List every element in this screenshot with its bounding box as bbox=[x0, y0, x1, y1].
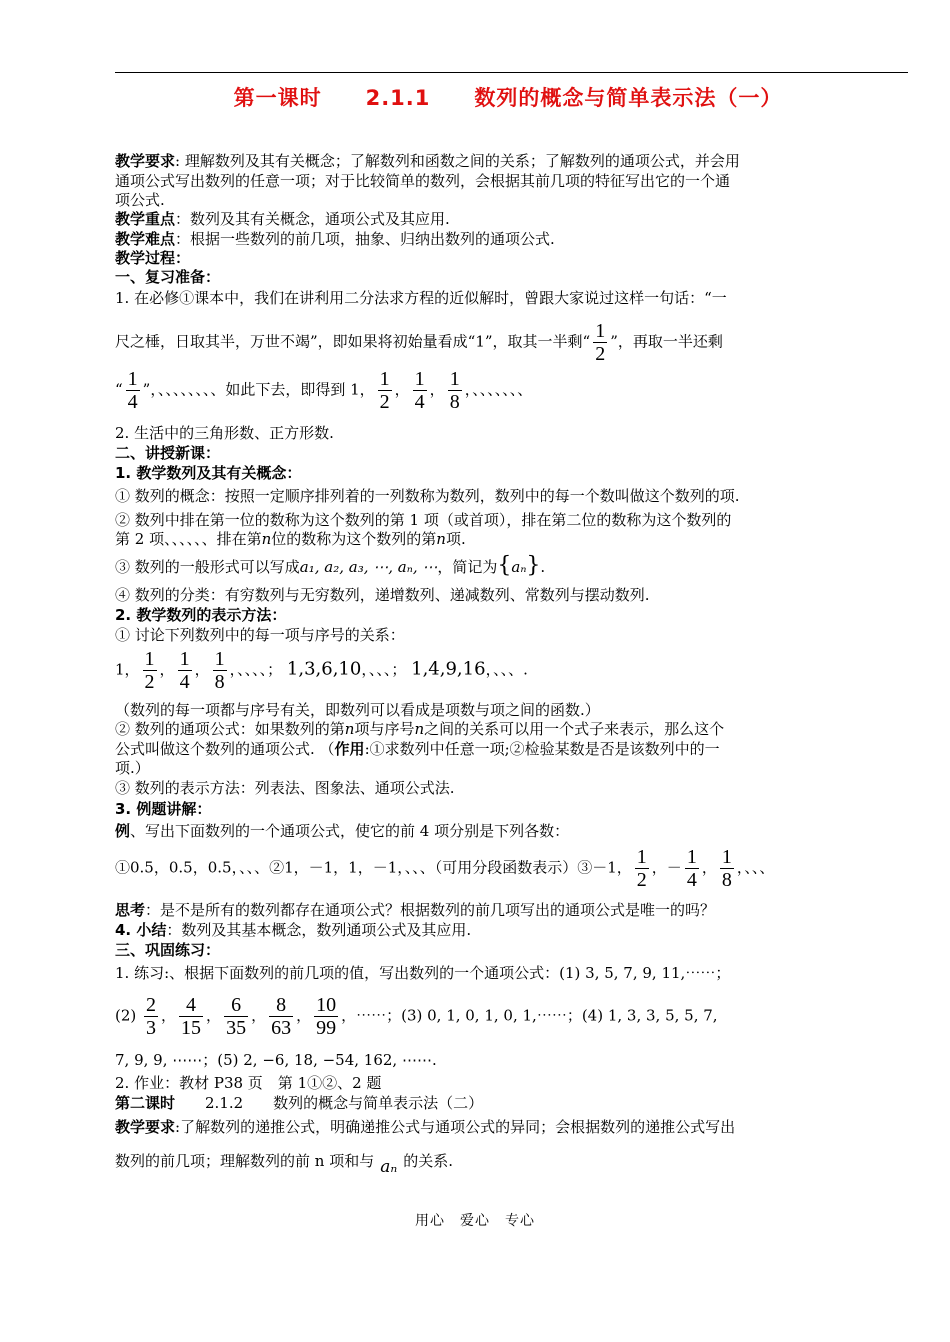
representation-note: （数列的每一项都与序号有关，即数列可以看成是项数与项之间的函数.） bbox=[115, 701, 600, 719]
fraction-one-quarter: $\frac{1}{4}$ bbox=[179, 648, 190, 693]
second-requirements-line-2: 数列的前几项；理解数列的前 n 项和与 aₙ 的关系. bbox=[115, 1152, 454, 1177]
practice-1-line-3: 7, 9, 9, ⋯⋯；(5) 2, −6, 18, −54, 162, ⋯⋯. bbox=[115, 1051, 437, 1069]
review-item-1-line-2: 尺之棰，日取其半，万世不竭”，即如果将初始量看成“1”，取其一半剩“ $\frac{1}{2}$ ”，再取一半还剩 bbox=[115, 320, 723, 365]
representation-2-line-3: 项.） bbox=[115, 759, 150, 777]
review-item-1-line-3: “ $\frac{1}{4}$ ”，、、、、、、、、如此下去，即得到 1， $\frac{1}{2}$ ， $\frac{1}{4}$ ， $\frac{1}{8}$ ，、、、、、、、 bbox=[115, 368, 533, 413]
representation-1: ① 讨论下列数列中的每一项与序号的关系： bbox=[115, 626, 405, 644]
concept-2-line-2: 第 2 项、、、、、、排在第n位的数称为这个数列的第n项. bbox=[115, 530, 466, 548]
representation-1-sequences: 1， $\frac{1}{2}$ ， $\frac{1}{4}$ ， $\frac{1}{8}$ ，、、、、； 1,3,6,10，、、、； 1,4,9,16，、、、. bbox=[115, 648, 528, 693]
practice-1-line-1: 1. 练习:、根据下面数列的前几项的值，写出数列的一个通项公式：(1) 3, 5, 7, 9, 11,⋯⋯； bbox=[115, 964, 731, 982]
practice-1-line-2: (2) $\frac{2}{3}$ ， $\frac{4}{15}$ ， $\frac{6}{35}$ ， $\frac{8}{63}$ ， $\frac{10}{99}$ ，⋯⋯；(3) 0, 1, 0, 1, 0, 1,⋯⋯；(4) 1, 3, 3, 5, 5, 7, bbox=[115, 994, 718, 1039]
fraction-one-eighth: $\frac{1}{8}$ bbox=[721, 846, 732, 891]
teaching-requirements-label: 教学要求 bbox=[115, 152, 176, 170]
teaching-requirements-line-3: 项公式. bbox=[115, 191, 165, 209]
fraction-one-half: $\frac{1}{2}$ bbox=[595, 320, 606, 365]
fraction-8-63: $\frac{8}{63}$ bbox=[271, 994, 292, 1039]
fraction-one-quarter: $\frac{1}{4}$ bbox=[414, 368, 425, 413]
review-item-1-line-1: 1. 在必修①课本中，我们在讲利用二分法求方程的近似解时，曾跟大家说过这样一句话：“一 bbox=[115, 289, 727, 307]
fraction-one-half: $\frac{1}{2}$ bbox=[379, 368, 390, 413]
teaching-focus: 教学重点：数列及其有关概念，通项公式及其应用. bbox=[115, 210, 450, 228]
representation-2-line-1: ② 数列的通项公式：如果数列的第n项与序号n之间的关系可以用一个式子来表示，那么这个 bbox=[115, 720, 725, 738]
fraction-one-half: $\frac{1}{2}$ bbox=[636, 846, 647, 891]
representation-3: ③ 数列的表示方法：列表法、图象法、通项公式法. bbox=[115, 779, 455, 797]
general-form-formula: a₁, a₂, a₃, ⋯, aₙ, ⋯ bbox=[299, 558, 438, 576]
fraction-one-eighth: $\frac{1}{8}$ bbox=[214, 648, 225, 693]
fraction-one-eighth: $\frac{1}{8}$ bbox=[449, 368, 460, 413]
teaching-requirements-line-1: 教学要求: 理解数列及其有关概念；了解数列和函数之间的关系；了解数列的通项公式，并会用 bbox=[115, 152, 740, 170]
second-requirements-line-1: 教学要求:了解数列的递推公式，明确递推公式与通项公式的异同；会根据数列的递推公式写出 bbox=[115, 1118, 736, 1136]
subsection-concepts-heading: 1. 教学数列及其有关概念： bbox=[115, 464, 302, 482]
concept-4: ④ 数列的分类：有穷数列与无穷数列，递增数列、递减数列、常数列与摆动数列. bbox=[115, 586, 650, 604]
subsection-examples-heading: 3. 例题讲解： bbox=[115, 800, 212, 818]
subsection-representation-heading: 2. 教学数列的表示方法： bbox=[115, 606, 287, 624]
sequence-notation: aₙ bbox=[511, 558, 527, 576]
concept-3: ③ 数列的一般形式可以写成a₁, a₂, a₃, ⋯, aₙ, ⋯，简记为{aₙ}. bbox=[115, 553, 546, 578]
representation-2-line-2: 公式叫做这个数列的通项公式. （作用:①求数列中任意一项;②检验某数是否是该数列中的一 bbox=[115, 740, 720, 758]
fraction-one-half: $\frac{1}{2}$ bbox=[144, 648, 155, 693]
fraction-one-quarter: $\frac{1}{4}$ bbox=[686, 846, 697, 891]
practice-2-homework: 2. 作业：教材 P38 页 第 1①②、2 题 bbox=[115, 1074, 382, 1092]
fraction-2-3: $\frac{2}{3}$ bbox=[146, 994, 157, 1039]
fraction-4-15: $\frac{4}{15}$ bbox=[181, 994, 202, 1039]
section-practice-heading: 三、巩固练习： bbox=[115, 941, 221, 959]
fraction-10-99: $\frac{10}{99}$ bbox=[316, 994, 337, 1039]
review-item-2: 2. 生活中的三角形数、正方形数. bbox=[115, 424, 334, 442]
section-review-heading: 一、复习准备： bbox=[115, 268, 221, 286]
summary: 4. 小结：数列及其基本概念，数列通项公式及其应用. bbox=[115, 921, 472, 939]
think-question: 思考：是不是所有的数列都存在通项公式？根据数列的前几项写出的通项公式是唯一的吗？ bbox=[115, 901, 716, 919]
section-new-lesson-heading: 二、讲授新课： bbox=[115, 444, 221, 462]
teaching-requirements-line-2: 通项公式写出数列的任意一项；对于比较简单的数列，会根据其前几项的特征写出它的一个通 bbox=[115, 172, 731, 190]
fraction-6-35: $\frac{6}{35}$ bbox=[226, 994, 247, 1039]
example-prompt: 例、写出下面数列的一个通项公式，使它的前 4 项分别是下列各数： bbox=[115, 822, 570, 840]
teaching-process: 教学过程： bbox=[115, 249, 191, 267]
page-footer: 用心 爱心 专心 bbox=[415, 1213, 535, 1229]
teaching-difficulty: 教学难点：根据一些数列的前几项，抽象、归纳出数列的通项公式. bbox=[115, 230, 555, 248]
example-sequences: ①0.5，0.5，0.5，、、、②1，－1，1，－1，、、、（可用分段函数表示）③－1， $\frac{1}{2}$ ，－ $\frac{1}{4}$ ， $\frac{1}{8}$ ，、、、 bbox=[115, 846, 775, 891]
concept-1: ① 数列的概念：按照一定顺序排列着的一列数称为数列，数列中的每一个数叫做这个数列的项. bbox=[115, 487, 740, 505]
second-lesson-heading: 第二课时 2.1.2 数列的概念与简单表示法（二） bbox=[115, 1094, 484, 1112]
fraction-one-quarter: $\frac{1}{4}$ bbox=[127, 368, 138, 413]
page-title: 第一课时 2.1.1 数列的概念与简单表示法（一） bbox=[233, 86, 783, 110]
concept-2-line-1: ② 数列中排在第一位的数称为这个数列的第 1 项（或首项），排在第二位的数称为这个数列的 bbox=[115, 511, 732, 529]
header-rule bbox=[115, 72, 908, 73]
